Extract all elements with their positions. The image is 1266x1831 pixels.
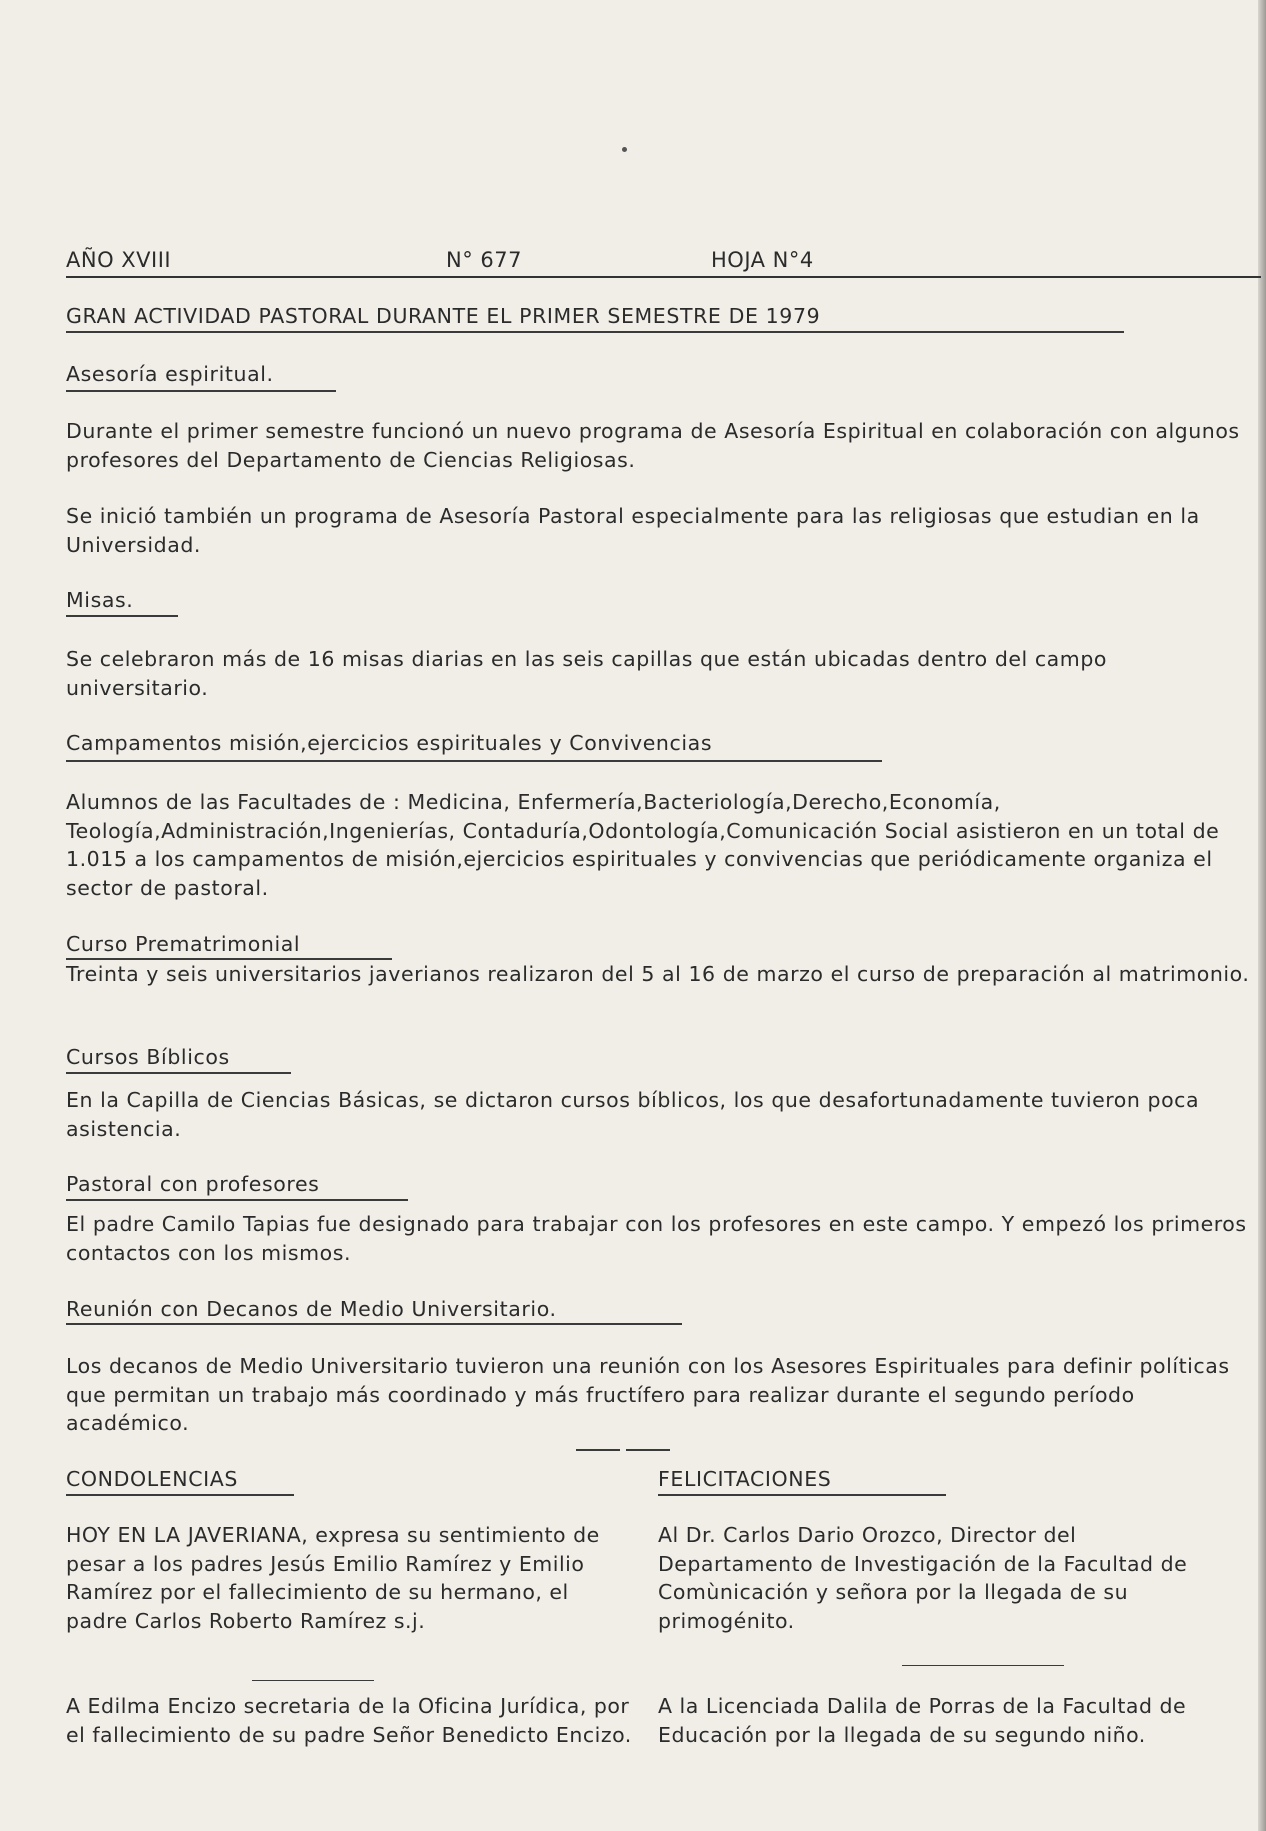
paragraph: Los decanos de Medio Universitario tuvieron una reunión con los Asesores Espirituales para definir políticas que permitan un trabajo más coordinado y más fructífero para realizar durante el segundo período académico. (66, 1354, 1230, 1435)
felicitaciones-underline (658, 1494, 946, 1496)
paragraph: Se celebraron más de 16 misas diarias en las seis capillas que están ubicadas dentro del campo universitario. (66, 647, 1107, 700)
separator-dash (902, 1665, 1064, 1666)
section-heading-biblicos: Cursos Bíblicos (66, 1045, 230, 1069)
masthead-rule (66, 276, 1261, 278)
section-heading-campamentos: Campamentos misión,ejercicios espirituales y Convivencias (66, 731, 713, 755)
condolencias-item: A Edilma Encizo secretaria de la Oficina Jurídica, por el fallecimiento de su padre Señor Benedicto Encizo. (66, 1694, 632, 1747)
masthead-number: N° 677 (446, 248, 522, 272)
section-underline (66, 1323, 682, 1325)
condolencias-item: HOY EN LA JAVERIANA, expresa su sentimiento de pesar a los padres Jesús Emilio Ramírez y Emilio Ramírez por el fallecimiento de su hermano, el padre Carlos Roberto Ramírez s.j. (66, 1523, 600, 1633)
condolencias-underline (66, 1494, 294, 1496)
paragraph: En la Capilla de Ciencias Básicas, se dictaron cursos bíblicos, los que desafortunadamente tuvieron poca asistencia. (66, 1088, 1200, 1141)
separator-dash (252, 1680, 374, 1681)
separator-dash (576, 1449, 620, 1451)
condolencias-heading: CONDOLENCIAS (66, 1467, 239, 1491)
section-underline (66, 1072, 291, 1074)
masthead (66, 248, 1261, 278)
ink-dot (622, 147, 627, 152)
main-title-underline (66, 331, 1124, 333)
section-underline (66, 1199, 408, 1201)
section-heading-prematrimonial: Curso Prematrimonial (66, 932, 301, 956)
section-heading-asesoria: Asesoría espiritual. (66, 362, 274, 386)
paragraph: Alumnos de las Facultades de : Medicina, Enfermería,Bacteriología,Derecho,Economía, Teología,Administración,Ingenierías, Contaduría,Odontología,Comunicación Social asistieron en un total de 1.015 a los campamentos de misión,ejercicios espirituales y convivencias que periódicamente organiza el sector de pastoral. (66, 790, 1220, 900)
paragraph: Se inició también un programa de Asesoría Pastoral especialmente para las religiosas que estudian en la Universidad. (66, 504, 1200, 557)
paragraph: Durante el primer semestre funcionó un nuevo programa de Asesoría Espiritual en colaboración con algunos profesores del Departamento de Ciencias Religiosas. (66, 419, 1240, 472)
paragraph: Treinta y seis universitarios javerianos realizaron del 5 al 16 de marzo el curso de preparación al matrimonio. (66, 962, 1250, 986)
main-title: GRAN ACTIVIDAD PASTORAL DURANTE EL PRIMER SEMESTRE DE 1979 (66, 304, 821, 328)
masthead-sheet: HOJA N°4 (711, 248, 814, 272)
felicitaciones-item: Al Dr. Carlos Dario Orozco, Director del Departamento de Investigación de la Facultad de Comùnicación y señora por la llegada de su primogénito. (658, 1523, 1188, 1633)
section-underline (66, 760, 882, 762)
section-heading-profesores: Pastoral con profesores (66, 1172, 320, 1196)
separator-dash (626, 1449, 670, 1451)
section-heading-decanos: Reunión con Decanos de Medio Universitario. (66, 1297, 557, 1321)
section-underline (66, 615, 178, 617)
paragraph: El padre Camilo Tapias fue designado para trabajar con los profesores en este campo. Y empezó los primeros contactos con los mismos. (66, 1212, 1247, 1265)
masthead-year: AÑO XVIII (66, 248, 172, 272)
section-underline (66, 390, 336, 392)
felicitaciones-item: A la Licenciada Dalila de Porras de la Facultad de Educación por la llegada de su segundo niño. (658, 1694, 1187, 1747)
felicitaciones-heading: FELICITACIONES (658, 1467, 832, 1491)
section-heading-misas: Misas. (66, 588, 134, 612)
